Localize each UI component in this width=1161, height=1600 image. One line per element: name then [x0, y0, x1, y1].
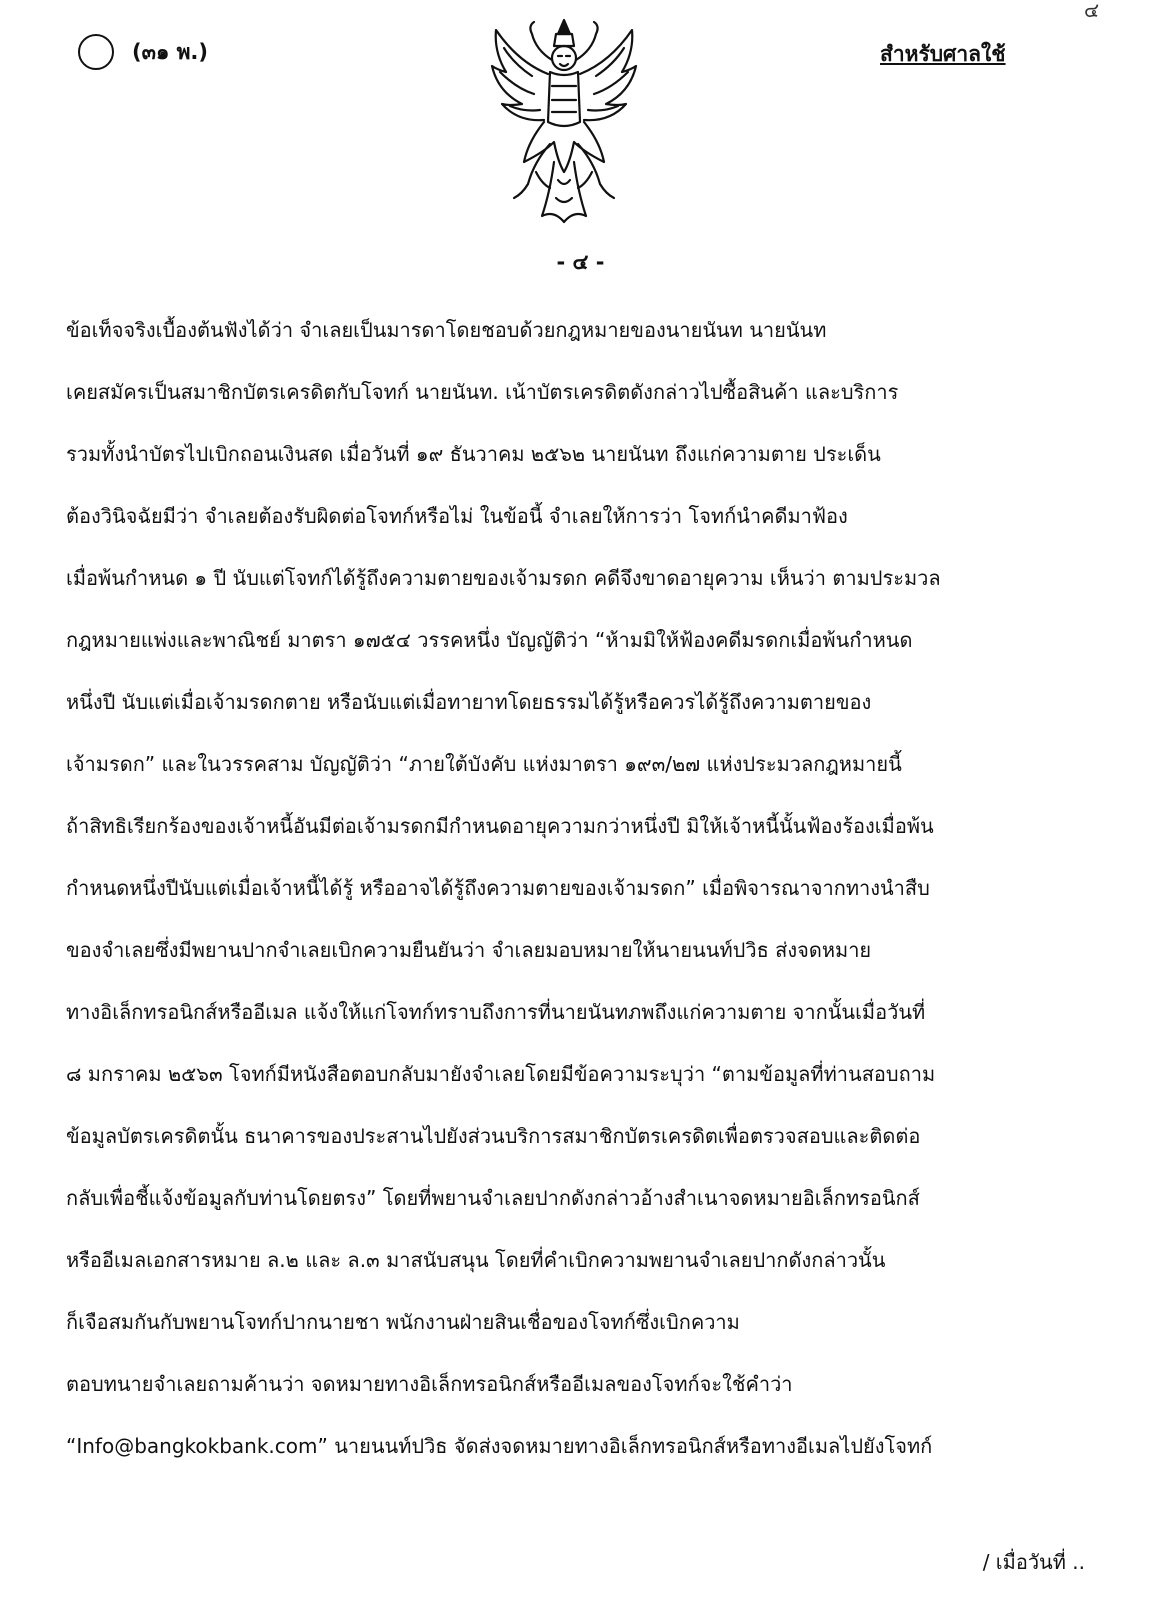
text-line: เคยสมัครเป็นสมาชิกบัตรเครดิตกับโจทก์ นายนันท. เน้าบัตรเครดิตดังกล่าวไปซื้อสินค้า และบริการ — [66, 380, 899, 404]
text-line: หรืออีเมลเอกสารหมาย ล.๒ และ ล.๓ มาสนับสนุน โดยที่คำเบิกความพยานจำเลยปากดังกล่าวนั้น — [66, 1248, 886, 1272]
court-use-label: สำหรับศาลใช้ — [880, 42, 1006, 66]
text-line: กำหนดหนึ่งปีนับแต่เมื่อเจ้าหนี้ได้รู้ หรืออาจได้รู้ถึงความตายของเจ้ามรดก” เมื่อพิจารณาจากทางนำสืบ — [66, 876, 930, 900]
text-line: เจ้ามรดก” และในวรรคสาม บัญญัติว่า “ภายใต้บังคับ แห่งมาตรา ๑๙๓/๒๗ แห่งประมวลกฎหมายนี้ — [66, 752, 902, 776]
text-line: ข้อเท็จจริงเบื้องต้นฟังได้ว่า จำเลยเป็นมารดาโดยชอบด้วยกฎหมายของนายนันท นายนันท — [66, 318, 827, 342]
text-line: เมื่อพ้นกำหนด ๑ ปี นับแต่โจทก์ได้รู้ถึงความตายของเจ้ามรดก คดีจึงขาดอายุความ เห็นว่า ตามประมวล — [66, 566, 941, 590]
text-line: ของจำเลยซึ่งมีพยานปากจำเลยเบิกความยืนยันว่า จำเลยมอบหมายให้นายนนท์ปวิธ ส่งจดหมาย — [66, 938, 872, 962]
body-text — [66, 308, 1106, 1486]
text-line: ถ้าสิทธิเรียกร้องของเจ้าหนี้อันมีต่อเจ้ามรดกมีกำหนดอายุความกว่าหนึ่งปี มิให้เจ้าหนี้นั้นฟ้องร้องเมื่อพ้น — [66, 814, 934, 838]
text-line: กฎหมายแพ่งและพาณิชย์ มาตรา ๑๗๕๔ วรรคหนึ่ง บัญญัติว่า “ห้ามมิให้ฟ้องคดีมรดกเมื่อพ้นกำหนด — [66, 628, 913, 652]
text-line: ๘ มกราคม ๒๕๖๓ โจทก์มีหนังสือตอบกลับมายังจำเลยโดยมีข้อความระบุว่า “ตามข้อมูลที่ท่านสอบถาม — [66, 1062, 936, 1086]
text-line: ก็เจือสมกันกับพยานโจทก์ปากนายชา พนักงานฝ่ายสินเชื่อของโจทก์ซึ่งเบิกความ — [66, 1310, 740, 1334]
continuation-marker: / เมื่อวันที่ .. — [982, 1550, 1085, 1574]
garuda-emblem — [488, 12, 640, 227]
text-line: “Info@bangkokbank.com” นายนนท์ปวิธ จัดส่งจดหมายทางอิเล็กทรอนิกส์หรือทางอีเมลไปยังโจทก์ — [66, 1434, 933, 1458]
page-number: - ๔ - — [556, 250, 605, 274]
form-code: (๓๑ พ.) — [132, 39, 209, 64]
text-line: หนึ่งปี นับแต่เมื่อเจ้ามรดกตาย หรือนับแต่เมื่อทายาทโดยธรรมได้รู้หรือควรได้รู้ถึงความตายของ — [66, 690, 872, 714]
form-mark — [78, 34, 208, 70]
text-line: ต้องวินิจฉัยมีว่า จำเลยต้องรับผิดต่อโจทก์หรือไม่ ในข้อนี้ จำเลยให้การว่า โจทก์นำคดีมาฟ้อง — [66, 504, 848, 528]
circle-mark — [78, 34, 114, 70]
text-line: ข้อมูลบัตรเครดิตนั้น ธนาคารของประสานไปยังส่วนบริการสมาชิกบัตรเครดิตเพื่อตรวจสอบและติดต่อ — [66, 1124, 921, 1148]
text-line: กลับเพื่อชี้แจ้งข้อมูลกับท่านโดยตรง” โดยที่พยานจำเลยปากดังกล่าวอ้างสำเนาจดหมายอิเล็กทรอนิกส์ — [66, 1186, 920, 1210]
text-line: รวมทั้งนำบัตรไปเบิกถอนเงินสด เมื่อวันที่ ๑๙ ธันวาคม ๒๕๖๒ นายนันท ถึงแก่ความตาย ประเด็น — [66, 442, 881, 466]
text-line: ทางอิเล็กทรอนิกส์หรืออีเมล แจ้งให้แก่โจทก์ทราบถึงการที่นายนันทภพถึงแก่ความตาย จากนั้นเมื่อวันที่ — [66, 1000, 926, 1024]
text-line: ตอบทนายจำเลยถามค้านว่า จดหมายทางอิเล็กทรอนิกส์หรืออีเมลของโจทก์จะใช้คำว่า — [66, 1372, 793, 1396]
corner-number: ๔ — [1084, 0, 1100, 22]
